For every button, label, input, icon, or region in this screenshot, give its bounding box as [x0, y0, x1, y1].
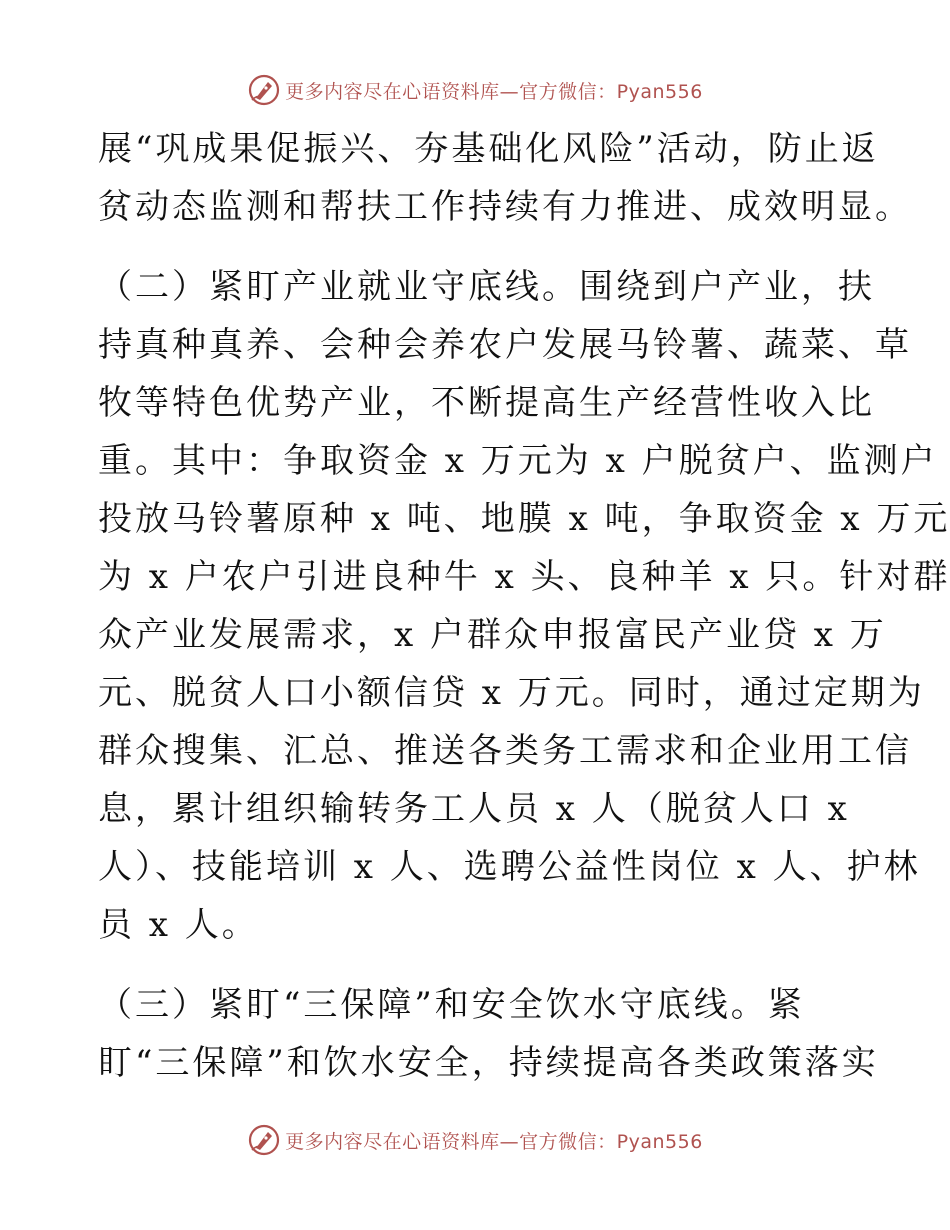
text-line: （三）紧盯“三保障”和安全饮水守底线。紧 [98, 985, 805, 1025]
text-line: 投放马铃薯原种 x 吨、地膜 x 吨，争取资金 x 万元 [98, 499, 950, 539]
text-line: 群众搜集、汇总、推送各类务工需求和企业用工信 [98, 731, 912, 771]
document-body [98, 120, 950, 1092]
text-line: 人）、技能培训 x 人、选聘公益性岗位 x 人、护林 [98, 847, 921, 887]
text-line: 重。其中：争取资金 x 万元为 x 户脱贫户、监测户 [98, 441, 938, 481]
pen-nib-logo-icon [247, 1123, 281, 1157]
text-line: 展“巩成果促振兴、夯基础化风险”活动，防止返 [98, 129, 879, 169]
watermark-text: 更多内容尽在心语资料库—官方微信：Pyan556 [285, 80, 703, 103]
watermark-text: 更多内容尽在心语资料库—官方微信：Pyan556 [285, 1130, 703, 1153]
pen-nib-logo-icon [247, 73, 281, 107]
paragraph-2 [98, 258, 950, 954]
text-line: 员 x 人。 [98, 905, 259, 945]
text-line: 众产业发展需求，x 户群众申报富民产业贷 x 万 [98, 615, 887, 655]
text-line: 为 x 户农户引进良种牛 x 头、良种羊 x 只。针对群 [98, 557, 950, 597]
text-line: 贫动态监测和帮扶工作持续有力推进、成效明显。 [98, 187, 912, 227]
text-line: 持真种真养、会种会养农户发展马铃薯、蔬菜、草 [98, 325, 912, 365]
watermark-footer [0, 1120, 950, 1160]
paragraph-1 [98, 120, 912, 236]
text-line: 盯“三保障”和饮水安全，持续提高各类政策落实 [98, 1043, 879, 1083]
text-line: 元、脱贫人口小额信贷 x 万元。同时，通过定期为 [98, 673, 925, 713]
paragraph-3 [98, 976, 879, 1092]
text-line: 牧等特色优势产业，不断提高生产经营性收入比 [98, 383, 875, 423]
watermark-header [0, 70, 950, 110]
text-line: 息，累计组织输转务工人员 x 人（脱贫人口 x [98, 789, 850, 829]
text-line: （二）紧盯产业就业守底线。围绕到户产业，扶 [98, 267, 875, 307]
